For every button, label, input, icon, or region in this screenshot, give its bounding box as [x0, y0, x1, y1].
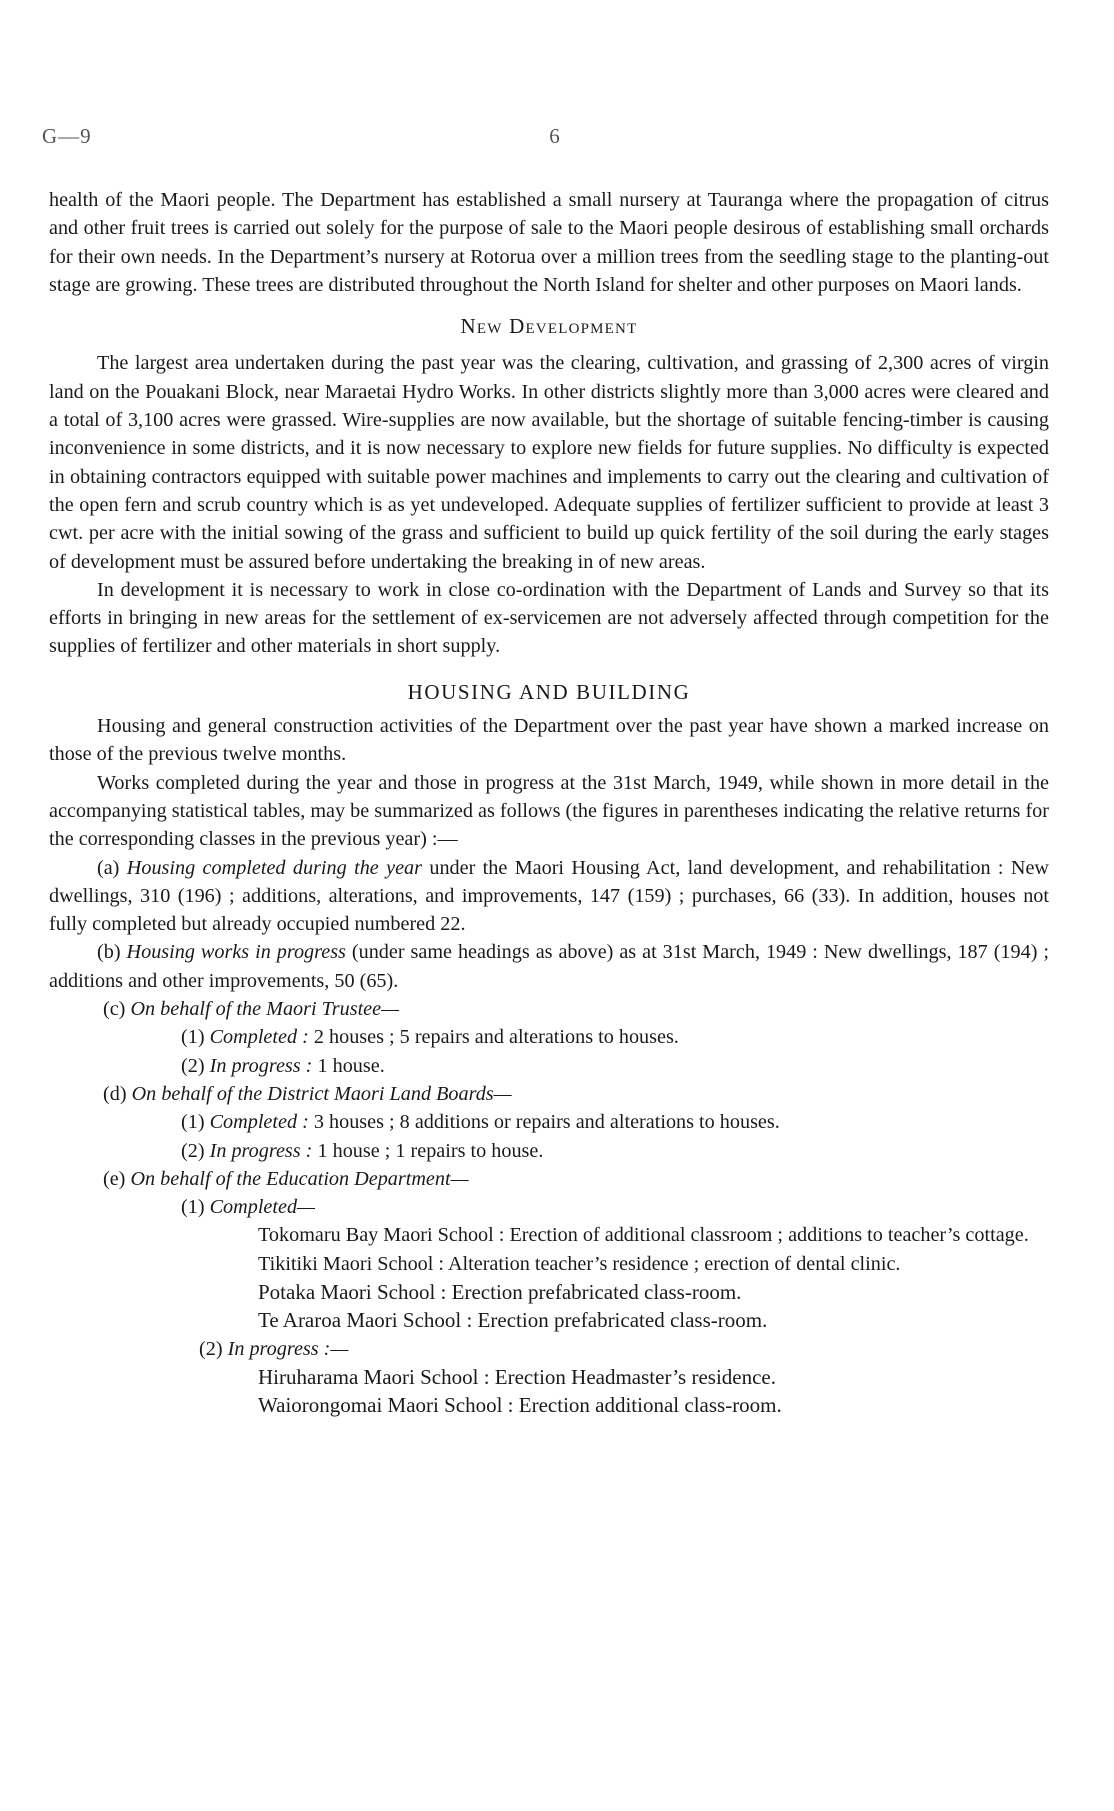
document-body — [49, 186, 1049, 1419]
page-number: 6 — [549, 124, 561, 148]
paragraph-housing-2: Works completed during the year and those in progress at the 31st March, 1949, while shown in more detail in the accompanying statistical tables, may be summarized as follows (the figures in parentheses indicating the relative returns for the corresponding classes in the previous year) :— — [49, 771, 1049, 851]
item-d2-text: 1 house ; 1 repairs to house. — [312, 1139, 544, 1162]
item-e-label: (e) — [103, 1167, 126, 1190]
item-a-text: under the Maori Housing Act, land development, and rehabilitation : New dwellings, 310 (196) ; additions, alterations, and improvements, 147 (159) ; purchases, 66 (33). In addition, houses not fully completed but already occupied numbered 22. — [49, 856, 1050, 936]
item-c-title: On behalf of the Maori Trustee— — [130, 998, 400, 1021]
item-c2-label: (2) — [181, 1054, 205, 1077]
item-c1 — [49, 1023, 1049, 1051]
school-entry: Tikitiki Maori School : Alteration teacher’s residence ; erection of dental clinic. — [258, 1252, 901, 1275]
item-d1 — [49, 1108, 1049, 1136]
paragraph-intro: health of the Maori people. The Department has established a small nursery at Tauranga where the propagation of citrus and other fruit trees is carried out solely for the purpose of sale to the Maori people desirous of establishing small orchards for their own needs. In the Department’s nursery at Rotorua over a million trees from the seedling stage to the planting-out stage are growing. These trees are distributed throughout the North Island for shelter and other purposes on Maori lands. — [49, 189, 1049, 296]
item-d1-label: (1) — [181, 1111, 205, 1134]
item-e1-title: Completed— — [209, 1196, 316, 1219]
document-reference: G—9 — [42, 124, 92, 148]
item-d2-label: (2) — [181, 1139, 205, 1162]
item-b — [49, 938, 1049, 995]
item-e — [49, 1165, 1049, 1193]
item-e2-title: In progress :— — [227, 1337, 349, 1360]
item-c1-text: 2 houses ; 5 repairs and alterations to houses. — [308, 1026, 679, 1049]
paragraph-new-development-2: In development it is necessary to work in close co-ordination with the Department of Lands and Survey so that its efforts in bringing in new areas for the settlement of ex-servicemen are not adversely affected through competition for the supplies of fertilizer and other materials in short supply. — [49, 578, 1049, 658]
item-e1 — [49, 1193, 1049, 1221]
school-entry: Waiorongomai Maori School : Erection additional class-room. — [258, 1393, 782, 1418]
item-d-title: On behalf of the District Maori Land Boards— — [131, 1082, 512, 1105]
school-entry: Potaka Maori School : Erection prefabricated class-room. — [258, 1279, 742, 1304]
paragraph-new-development-1: The largest area undertaken during the past year was the clearing, cultivation, and grassing of 2,300 acres of virgin land on the Pouakani Block, near Maraetai Hydro Works. In other districts slightly more than 3,000 acres were cleared and a total of 3,100 acres were grassed. Wire-supplies are now available, but the shortage of suitable fencing-timber is causing inconvenience in some districts, and it is now necessary to explore new fields for future supplies. No difficulty is expected in obtaining contractors equipped with suitable power machines and implements to carry out the clearing and cultivation of the open fern and scrub country which is as yet undeveloped. Adequate supplies of fertilizer sufficient to provide at least 3 cwt. per acre with the initial sowing of the grass and sufficient to build up quick fertility of the soil during the early stages of development must be assured before undertaking the breaking in of new areas. — [49, 352, 1049, 573]
item-c2 — [49, 1052, 1049, 1080]
item-a — [49, 854, 1049, 939]
item-c1-title: Completed : — [209, 1026, 309, 1049]
item-a-label: (a) — [97, 856, 120, 879]
item-c — [49, 995, 1049, 1023]
section-heading-housing: HOUSING AND BUILDING — [407, 679, 691, 704]
item-e2-label: (2) — [199, 1337, 223, 1360]
paragraph-housing-1: Housing and general construction activities of the Department over the past year have shown a marked increase on those of the previous twelve months. — [49, 715, 1049, 766]
item-b-label: (b) — [97, 941, 121, 964]
item-e2 — [49, 1335, 1049, 1363]
item-c1-label: (1) — [181, 1026, 205, 1049]
item-d1-text: 3 houses ; 8 additions or repairs and alterations to houses. — [308, 1111, 780, 1134]
item-d1-title: Completed : — [209, 1111, 309, 1134]
item-d2-title: In progress : — [209, 1139, 313, 1162]
item-e1-label: (1) — [181, 1196, 205, 1219]
item-b-title: Housing works in progress — [126, 941, 346, 964]
item-d2 — [49, 1137, 1049, 1165]
item-d — [49, 1080, 1049, 1108]
item-c2-title: In progress : — [209, 1054, 313, 1077]
item-c2-text: 1 house. — [312, 1054, 385, 1077]
item-d-label: (d) — [103, 1082, 127, 1105]
item-b-text: (under same headings as above) as at 31st March, 1949 : New dwellings, 187 (194) ; additions and other improvements, 50 (65). — [49, 941, 1049, 992]
item-a-title: Housing completed during the year — [126, 856, 422, 879]
item-c-label: (c) — [103, 998, 126, 1021]
section-heading-new-development: New Development — [460, 314, 638, 339]
school-entry: Hiruharama Maori School : Erection Headmaster’s residence. — [258, 1364, 777, 1389]
page-header — [42, 124, 1068, 154]
school-entry: Te Araroa Maori School : Erection prefabricated class-room. — [258, 1308, 768, 1333]
school-entry: Tokomaru Bay Maori School : Erection of additional classroom ; additions to teacher’s cottage. — [258, 1224, 1029, 1247]
item-e-title: On behalf of the Education Department— — [130, 1167, 469, 1190]
